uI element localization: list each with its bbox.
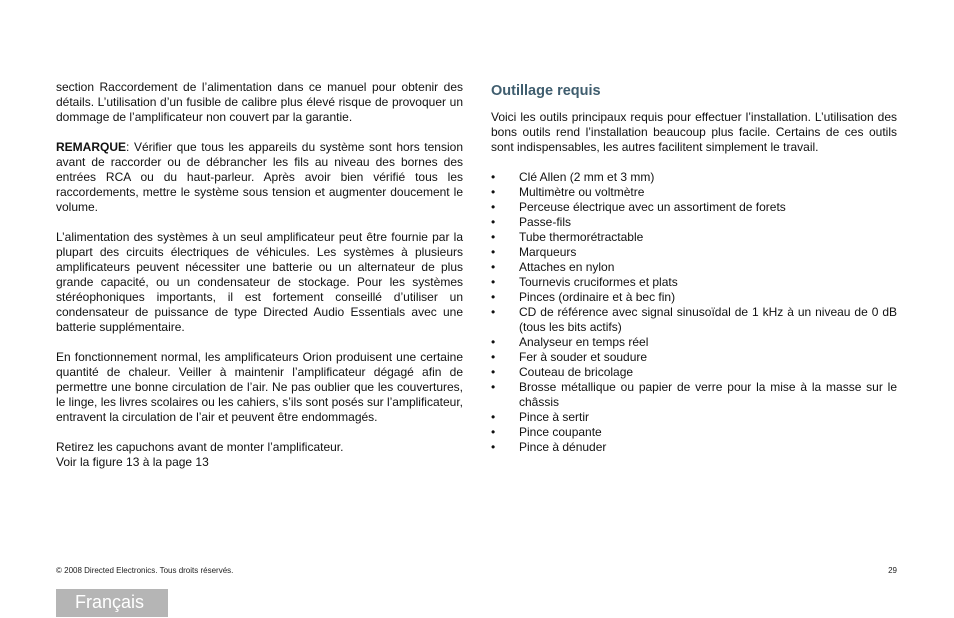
paragraph-figure-ref: Voir la figure 13 à la page 13 (56, 455, 209, 469)
bullet-icon: • (491, 230, 496, 244)
bullet-icon: • (491, 335, 496, 349)
page-number: 29 (888, 566, 897, 575)
right-column (491, 82, 897, 455)
bullet-icon: • (491, 365, 496, 379)
list-item: • Multimètre ou voltmètre (491, 185, 645, 199)
list-item: • Perceuse électrique avec un assortiment de forets (491, 200, 786, 214)
tools-intro: Voici les outils principaux requis pour effectuer l’installation. L’utilisation des bons outils rend l’installation beaucoup plus facile. Certains de ces outils sont indispensables, les autres facilitent simplement le travail. (491, 110, 897, 154)
bullet-icon: • (491, 215, 496, 229)
paragraph-power-supply: L’alimentation des systèmes à un seul amplificateur peut être fournie par la plupart des circuits électriques de véhicules. Les systèmes à plusieurs amplificateurs peuvent nécessiter une batterie ou un alternateur de plus grande capacité, ou un condensateur de stockage. Pour les systèmes stéréophoniques importants, il est fortement conseillé d’utiliser un condensateur de puissance de type Directed Audio Essentials avec une batterie supplémentaire. (56, 230, 463, 334)
list-item: • Pinces (ordinaire et à bec fin) (491, 290, 676, 304)
bullet-icon: • (491, 200, 496, 214)
bullet-icon: • (491, 305, 496, 319)
bullet-icon: • (491, 170, 496, 184)
list-item: • Tournevis cruciformes et plats (491, 275, 678, 289)
bullet-icon: • (491, 350, 496, 364)
bullet-icon: • (491, 290, 496, 304)
bullet-icon: • (491, 275, 496, 289)
bullet-icon: • (491, 440, 496, 454)
list-item: • Brosse métallique ou papier de verre pour la mise à la masse sur le châssis (491, 380, 897, 409)
list-item: • Fer à souder et soudure (491, 350, 648, 364)
list-item: • Couteau de bricolage (491, 365, 634, 379)
list-item: • Pince coupante (491, 425, 602, 439)
paragraph-fuse: section Raccordement de l’alimentation dans ce manuel pour obtenir des détails. L’utilisation d’un fusible de calibre plus élevé risque de provoquer un dommage de l’amplificateur non couvert par la garantie. (56, 80, 463, 124)
footer-copyright: © 2008 Directed Electronics. Tous droits réservés. (56, 566, 234, 575)
bullet-icon: • (491, 260, 496, 274)
bullet-icon: • (491, 185, 496, 199)
list-item: • Passe-fils (491, 215, 572, 229)
left-column (56, 80, 463, 470)
list-item: • CD de référence avec signal sinusoïdal de 1 kHz à un niveau de 0 dB (tous les bits actifs) (491, 305, 897, 334)
list-item: • Attaches en nylon (491, 260, 615, 274)
list-item: • Pince à sertir (491, 410, 590, 424)
section-heading: Outillage requis (491, 83, 601, 99)
list-item: • Tube thermorétractable (491, 230, 644, 244)
language-tab: Français (56, 589, 168, 617)
paragraph-caps: Retirez les capuchons avant de monter l’amplificateur. (56, 440, 344, 454)
paragraph-heat: En fonctionnement normal, les amplificateurs Orion produisent une certaine quantité de chaleur. Veiller à maintenir l’amplificateur dégagé afin de permettre une bonne circulation de l’air. Ne pas oublier que les couvertures, le linge, les livres scolaires ou les cahiers, s’ils sont posés sur l’amplificateur, entravent la circulation de l’air et peuvent être endommagés. (56, 350, 463, 424)
bullet-icon: • (491, 380, 496, 394)
list-item: • Marqueurs (491, 245, 577, 259)
bullet-icon: • (491, 245, 496, 259)
bullet-icon: • (491, 410, 496, 424)
tools-list (491, 170, 897, 455)
note-text: : Vérifier que tous les appareils du système sont hors tension avant de raccorder ou de débrancher les fils au niveau des bornes des entrées RCA ou du haut-parleur. Après avoir bien vérifié tous les raccordements, mettre le système sous tension et augmenter doucement le volume. (56, 140, 463, 214)
paragraph-note (56, 140, 463, 215)
note-label: REMARQUE (56, 140, 127, 154)
list-item: • Pince à dénuder (491, 440, 607, 454)
list-item: • Clé Allen (2 mm et 3 mm) (491, 170, 655, 184)
list-item: • Analyseur en temps réel (491, 335, 649, 349)
bullet-icon: • (491, 425, 496, 439)
